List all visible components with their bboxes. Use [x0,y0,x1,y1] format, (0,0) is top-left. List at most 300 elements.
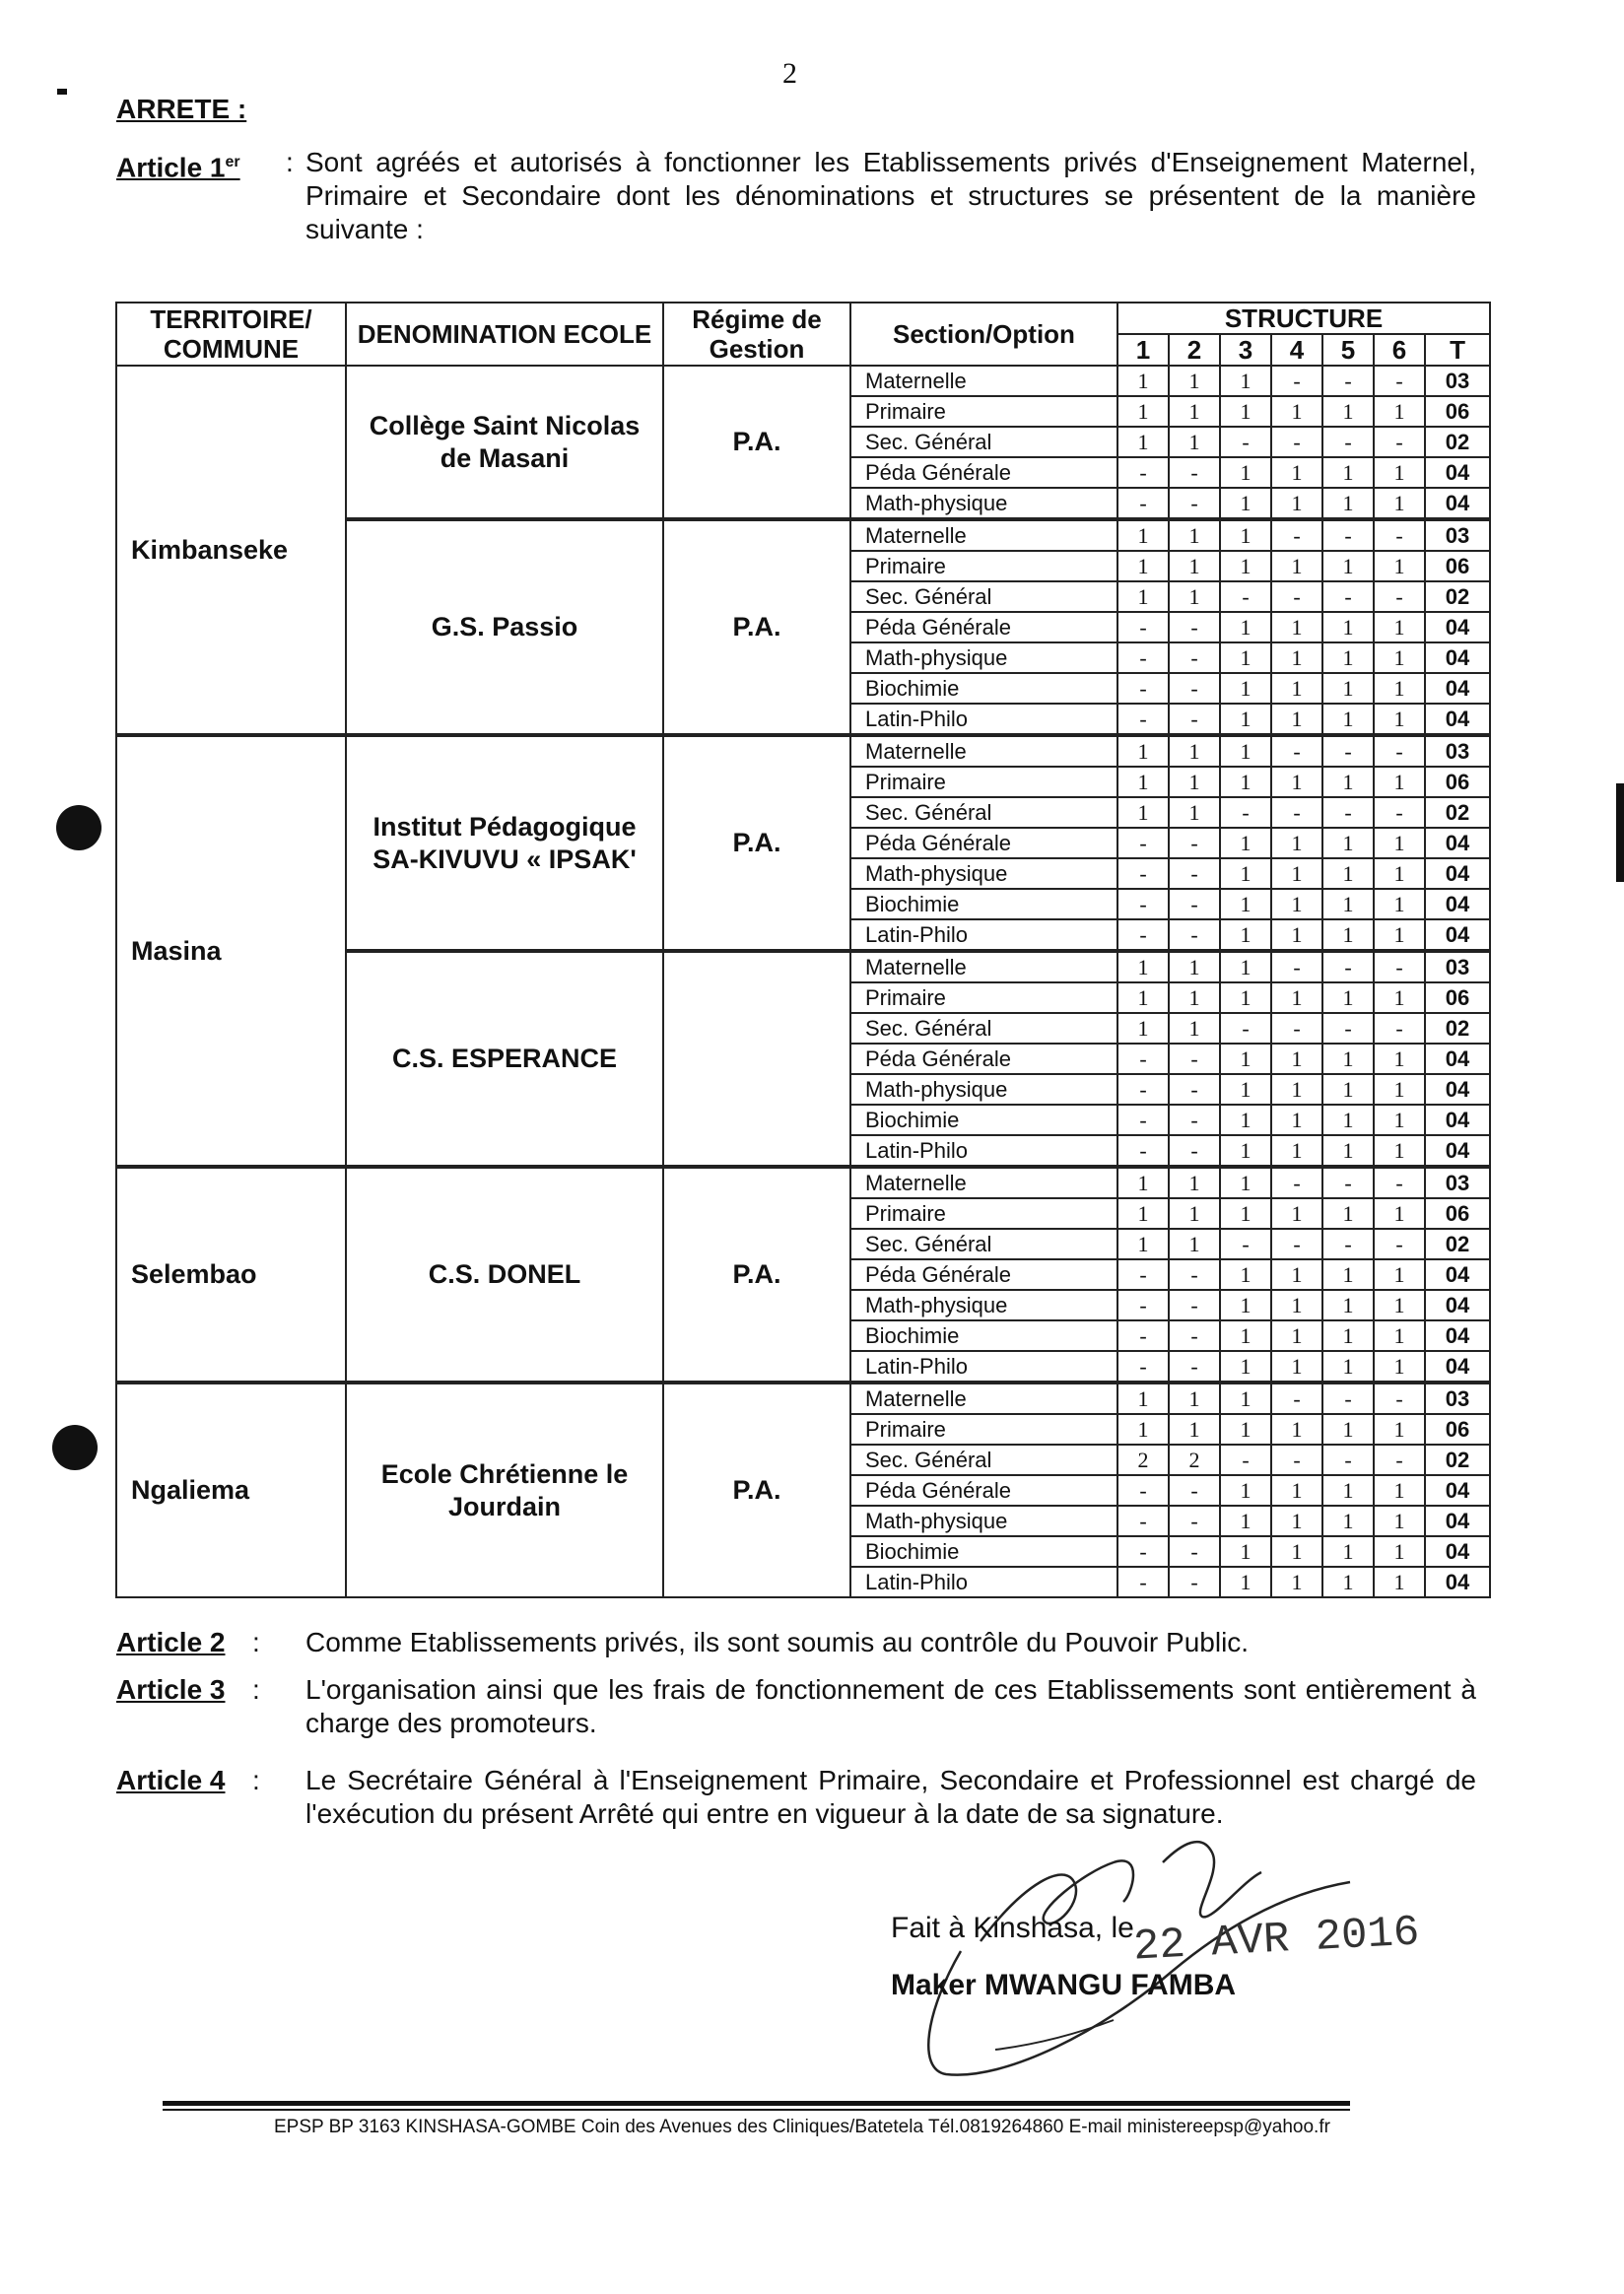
structure-cell: 1 [1271,828,1322,858]
structure-cell: 1 [1271,858,1322,889]
structure-cell: - [1169,1074,1220,1105]
header-col-2: 2 [1169,334,1220,366]
structure-cell: - [1169,642,1220,673]
structure-cell: 1 [1271,1135,1322,1167]
structure-cell: 1 [1374,1105,1425,1135]
structure-cell: 1 [1374,612,1425,642]
structure-cell: 1 [1271,1105,1322,1135]
header-col-1: 1 [1117,334,1169,366]
structure-cell: 1 [1322,1567,1374,1597]
total-cell: 04 [1425,828,1490,858]
structure-cell: 1 [1169,1013,1220,1044]
section-option-cell: Sec. Général [850,797,1117,828]
total-cell: 02 [1425,1013,1490,1044]
structure-cell: 1 [1374,919,1425,951]
structure-cell: - [1271,1229,1322,1259]
section-option-cell: Math-physique [850,488,1117,519]
total-cell: 03 [1425,366,1490,396]
section-option-cell: Latin-Philo [850,1135,1117,1167]
structure-cell: - [1374,951,1425,982]
structure-cell: 1 [1220,1320,1271,1351]
structure-cell: 1 [1271,612,1322,642]
structure-cell: - [1117,488,1169,519]
total-cell: 04 [1425,1074,1490,1105]
structure-cell: 1 [1322,396,1374,427]
structure-cell: 1 [1374,767,1425,797]
structure-cell: 1 [1271,1536,1322,1567]
structure-cell: 1 [1220,889,1271,919]
structure-cell: 1 [1322,1135,1374,1167]
territory-cell: Ngaliema [116,1383,346,1597]
structure-cell: 1 [1374,1259,1425,1290]
structure-cell: 1 [1271,1475,1322,1506]
structure-cell: - [1169,704,1220,735]
territory-cell: Masina [116,735,346,1167]
structure-cell: 1 [1220,366,1271,396]
school-name-cell: Ecole Chrétienne le Jourdain [346,1383,663,1597]
structure-cell: 1 [1374,457,1425,488]
structure-cell: 1 [1169,427,1220,457]
structure-cell: - [1271,581,1322,612]
signature-place: Fait à Kinshasa, le [891,1912,1134,1944]
structure-cell: 1 [1374,1536,1425,1567]
section-option-cell: Math-physique [850,1506,1117,1536]
section-option-cell: Latin-Philo [850,1567,1117,1597]
structure-cell: 1 [1220,551,1271,581]
section-option-cell: Primaire [850,982,1117,1013]
structure-cell: 1 [1374,1320,1425,1351]
structure-cell: 1 [1374,889,1425,919]
section-option-cell: Latin-Philo [850,704,1117,735]
total-cell: 03 [1425,951,1490,982]
structure-cell: - [1271,735,1322,767]
structure-cell: 1 [1322,982,1374,1013]
structure-cell: - [1117,1074,1169,1105]
total-cell: 02 [1425,797,1490,828]
page-number: 2 [782,57,797,90]
section-option-cell: Péda Générale [850,1475,1117,1506]
structure-cell: 1 [1220,642,1271,673]
article-1: Article 1er : Sont agréés et autorisés à fonctionner les Etablissements privés d'Enseignement Maternel, Primaire et Secondaire dont les dénominations et structures se présentent de la manière suivante : [116,147,1476,244]
structure-cell: - [1117,1105,1169,1135]
section-option-cell: Math-physique [850,858,1117,889]
total-cell: 06 [1425,1414,1490,1445]
structure-cell: - [1117,612,1169,642]
total-cell: 04 [1425,673,1490,704]
total-cell: 03 [1425,519,1490,551]
structure-cell: 1 [1374,673,1425,704]
structure-cell: 1 [1117,396,1169,427]
structure-cell: 1 [1271,1259,1322,1290]
structure-cell: 1 [1117,1383,1169,1414]
structure-cell: 1 [1322,919,1374,951]
structure-cell: - [1322,1445,1374,1475]
section-option-cell: Biochimie [850,1105,1117,1135]
article-4-text: Le Secrétaire Général à l'Enseignement Primaire, Secondaire et Professionnel est chargé de l'exécution du présent Arrêté qui entre en vigueur à la date de sa signature. [305,1765,1476,1829]
section-option-cell: Péda Générale [850,612,1117,642]
structure-cell: 1 [1322,1198,1374,1229]
structure-cell: 1 [1322,1475,1374,1506]
structure-cell: - [1220,1445,1271,1475]
structure-cell: 1 [1220,919,1271,951]
structure-cell: 1 [1374,1414,1425,1445]
scan-mark [57,89,67,95]
structure-cell: - [1117,1320,1169,1351]
article-2: Article 2 : Comme Etablissements privés, ils sont soumis au contrôle du Pouvoir Public. [116,1626,1476,1659]
structure-cell: 1 [1117,1167,1169,1198]
decree-heading: ARRETE : [116,94,247,124]
structure-cell: - [1374,1383,1425,1414]
structure-cell: - [1322,1383,1374,1414]
structure-cell: 1 [1220,673,1271,704]
structure-cell: 1 [1374,1074,1425,1105]
section-option-cell: Primaire [850,551,1117,581]
structure-cell: 1 [1117,767,1169,797]
total-cell: 03 [1425,735,1490,767]
structure-cell: 1 [1322,767,1374,797]
school-name-cell: C.S. ESPERANCE [346,951,663,1167]
structure-cell: - [1374,366,1425,396]
structure-cell: - [1322,735,1374,767]
structure-cell: 1 [1220,1135,1271,1167]
total-cell: 06 [1425,767,1490,797]
structure-cell: - [1117,704,1169,735]
total-cell: 02 [1425,1229,1490,1259]
structure-cell: - [1169,1475,1220,1506]
structure-cell: 1 [1271,1351,1322,1383]
structure-cell: - [1169,612,1220,642]
structure-cell: 1 [1374,551,1425,581]
regime-cell: P.A. [663,519,850,735]
table-row [116,1167,1490,1198]
structure-cell: 1 [1322,1506,1374,1536]
structure-cell: 1 [1271,1567,1322,1597]
structure-cell: 1 [1117,551,1169,581]
structure-cell: - [1169,488,1220,519]
structure-cell: 1 [1220,612,1271,642]
structure-cell: 1 [1271,1320,1322,1351]
structure-cell: 1 [1169,982,1220,1013]
structure-cell: 1 [1220,1506,1271,1536]
signatory-name: Maker MWANGU FAMBA [891,1969,1237,2001]
structure-cell: - [1322,427,1374,457]
structure-cell: 1 [1322,1105,1374,1135]
structure-cell: - [1271,1013,1322,1044]
structure-cell: 1 [1271,1290,1322,1320]
total-cell: 04 [1425,1506,1490,1536]
structure-cell: 1 [1374,828,1425,858]
section-option-cell: Biochimie [850,673,1117,704]
structure-cell: 1 [1271,396,1322,427]
section-option-cell: Primaire [850,1198,1117,1229]
structure-cell: 1 [1220,704,1271,735]
structure-cell: 1 [1220,982,1271,1013]
structure-cell: - [1271,1383,1322,1414]
structure-cell: - [1220,1229,1271,1259]
structure-cell: - [1322,1167,1374,1198]
structure-cell: - [1117,1135,1169,1167]
structure-cell: 1 [1220,1198,1271,1229]
structure-cell: 1 [1220,1044,1271,1074]
school-name-cell: Collège Saint Nicolas de Masani [346,366,663,519]
structure-cell: - [1169,673,1220,704]
section-option-cell: Primaire [850,767,1117,797]
total-cell: 06 [1425,982,1490,1013]
structure-cell: 1 [1220,1290,1271,1320]
structure-cell: 1 [1374,1506,1425,1536]
structure-cell: 1 [1220,488,1271,519]
header-structure: STRUCTURE [1117,303,1490,334]
structure-cell: 1 [1374,1290,1425,1320]
structure-cell: - [1271,1445,1322,1475]
structure-cell: - [1117,889,1169,919]
structure-cell: - [1117,858,1169,889]
header-territoire: TERRITOIRE/ COMMUNE [116,303,346,366]
punch-hole-icon [52,1425,98,1470]
structure-cell: 1 [1374,1351,1425,1383]
structure-cell: 1 [1169,1229,1220,1259]
structure-cell: 1 [1322,1290,1374,1320]
section-option-cell: Sec. Général [850,427,1117,457]
structure-cell: 1 [1271,642,1322,673]
territory-cell: Kimbanseke [116,366,346,735]
total-cell: 06 [1425,551,1490,581]
structure-cell: 1 [1220,828,1271,858]
structure-cell: 1 [1374,396,1425,427]
structure-cell: 1 [1169,396,1220,427]
regime-cell: P.A. [663,1167,850,1383]
structure-cell: 1 [1322,673,1374,704]
article-3: Article 3 : L'organisation ainsi que les frais de fonctionnement de ces Etablissements sont entièrement à charge des promoteurs. [116,1674,1476,1738]
total-cell: 04 [1425,1351,1490,1383]
total-cell: 04 [1425,642,1490,673]
section-option-cell: Maternelle [850,1167,1117,1198]
section-option-cell: Péda Générale [850,1259,1117,1290]
structure-cell: 1 [1374,1567,1425,1597]
structure-cell: - [1117,1567,1169,1597]
structure-cell: - [1169,1259,1220,1290]
structure-cell: 1 [1220,1167,1271,1198]
structure-cell: 1 [1117,519,1169,551]
structure-cell: - [1117,1351,1169,1383]
structure-cell: 1 [1374,1135,1425,1167]
footer-rule [163,2101,1350,2106]
structure-cell: 1 [1169,951,1220,982]
structure-cell: 1 [1117,1229,1169,1259]
section-option-cell: Biochimie [850,1536,1117,1567]
section-option-cell: Math-physique [850,1074,1117,1105]
structure-cell: 1 [1117,797,1169,828]
structure-cell: 1 [1322,1536,1374,1567]
structure-cell: 1 [1220,735,1271,767]
structure-cell: - [1169,889,1220,919]
territory-cell: Selembao [116,1167,346,1383]
structure-cell: - [1117,1044,1169,1074]
total-cell: 04 [1425,488,1490,519]
structure-cell: 1 [1271,982,1322,1013]
structure-cell: - [1169,1567,1220,1597]
structure-cell: 1 [1169,797,1220,828]
structure-cell: 1 [1169,1167,1220,1198]
structure-cell: 1 [1220,1105,1271,1135]
structure-cell: - [1374,797,1425,828]
structure-cell: 1 [1220,1475,1271,1506]
total-cell: 04 [1425,889,1490,919]
structure-cell: - [1117,1259,1169,1290]
structure-cell: 1 [1220,1383,1271,1414]
structure-cell: 1 [1271,488,1322,519]
structure-cell: 1 [1220,767,1271,797]
structure-cell: - [1374,1229,1425,1259]
structure-cell: - [1374,427,1425,457]
structure-cell: 1 [1220,1259,1271,1290]
header-col-5: 5 [1322,334,1374,366]
structure-cell: - [1117,1536,1169,1567]
footer-address: EPSP BP 3163 KINSHASA-GOMBE Coin des Avenues des Cliniques/Batetela Tél.0819264860 E-mail ministereepsp@yahoo.fr [274,2117,1330,2137]
article-1-label: Article 1er [116,152,240,183]
structure-cell: 1 [1322,551,1374,581]
structure-cell: 1 [1271,1044,1322,1074]
structure-cell: - [1117,1506,1169,1536]
structure-cell: 1 [1374,1475,1425,1506]
structure-cell: 1 [1271,457,1322,488]
structure-cell: 1 [1271,1414,1322,1445]
scan-edge-mark [1616,783,1624,882]
structure-cell: - [1117,828,1169,858]
total-cell: 06 [1425,396,1490,427]
school-name-cell: C.S. DONEL [346,1167,663,1383]
regime-cell: P.A. [663,735,850,951]
structure-cell: - [1271,1167,1322,1198]
structure-cell: - [1374,1445,1425,1475]
section-option-cell: Maternelle [850,519,1117,551]
structure-cell: 1 [1322,1259,1374,1290]
structure-cell: - [1117,457,1169,488]
section-option-cell: Maternelle [850,366,1117,396]
structure-cell: 1 [1322,1320,1374,1351]
section-option-cell: Sec. Général [850,1229,1117,1259]
structure-cell: - [1169,1044,1220,1074]
table-row [116,1383,1490,1414]
structure-cell: - [1220,581,1271,612]
total-cell: 03 [1425,1383,1490,1414]
article-2-text: Comme Etablissements privés, ils sont soumis au contrôle du Pouvoir Public. [305,1627,1250,1657]
structure-cell: 1 [1271,889,1322,919]
section-option-cell: Péda Générale [850,457,1117,488]
structure-cell: - [1220,797,1271,828]
regime-cell [663,951,850,1167]
header-col-4: 4 [1271,334,1322,366]
structure-cell: 1 [1322,612,1374,642]
structure-cell: 1 [1322,1044,1374,1074]
structure-cell: 1 [1220,519,1271,551]
structure-cell: 1 [1169,767,1220,797]
structure-cell: 1 [1220,457,1271,488]
structure-cell: - [1220,1013,1271,1044]
structure-cell: 1 [1271,1074,1322,1105]
article-4: Article 4 : Le Secrétaire Général à l'Enseignement Primaire, Secondaire et Professionnel est chargé de l'exécution du présent Arrêté qui entre en vigueur à la date de sa signature. [116,1765,1476,1829]
structure-cell: 1 [1220,1414,1271,1445]
structure-cell: - [1117,1290,1169,1320]
section-option-cell: Sec. Général [850,1445,1117,1475]
total-cell: 04 [1425,704,1490,735]
section-option-cell: Maternelle [850,735,1117,767]
structure-cell: 1 [1271,1506,1322,1536]
structure-cell: - [1322,797,1374,828]
structure-cell: - [1374,581,1425,612]
structure-cell: 1 [1322,704,1374,735]
structure-cell: 1 [1374,704,1425,735]
section-option-cell: Sec. Général [850,581,1117,612]
header-regime: Régime de Gestion [663,303,850,366]
structure-cell: 1 [1374,1044,1425,1074]
structure-cell: - [1374,1167,1425,1198]
structure-cell: 1 [1117,427,1169,457]
structure-cell: 1 [1117,982,1169,1013]
structure-cell: - [1271,366,1322,396]
structure-cell: 2 [1117,1445,1169,1475]
total-cell: 04 [1425,1105,1490,1135]
article-1-text: Sont agréés et autorisés à fonctionner les Etablissements privés d'Enseignement Maternel, Primaire et Secondaire dont les dénominations et structures se présentent de la manière suivante : [305,147,1476,244]
header-section: Section/Option [850,303,1117,366]
structure-cell: 1 [1117,1414,1169,1445]
structure-cell: 1 [1271,1198,1322,1229]
structure-cell: 1 [1374,982,1425,1013]
total-cell: 03 [1425,1167,1490,1198]
structure-cell: - [1271,519,1322,551]
structure-cell: 1 [1271,767,1322,797]
section-option-cell: Sec. Général [850,1013,1117,1044]
structure-cell: 1 [1169,1383,1220,1414]
structure-cell: 1 [1169,735,1220,767]
total-cell: 04 [1425,1475,1490,1506]
total-cell: 04 [1425,858,1490,889]
structure-cell: - [1169,858,1220,889]
total-cell: 04 [1425,1567,1490,1597]
structure-cell: 1 [1322,1351,1374,1383]
structure-cell: 1 [1220,1567,1271,1597]
table-row [116,366,1490,396]
section-option-cell: Biochimie [850,889,1117,919]
article-2-label: Article 2 [116,1627,226,1657]
structure-cell: - [1169,1290,1220,1320]
section-option-cell: Math-physique [850,1290,1117,1320]
total-cell: 04 [1425,1044,1490,1074]
structure-cell: - [1169,1351,1220,1383]
total-cell: 04 [1425,1536,1490,1567]
section-option-cell: Latin-Philo [850,919,1117,951]
structure-cell: - [1169,1320,1220,1351]
structure-cell: 1 [1220,1351,1271,1383]
structure-cell: 1 [1220,1074,1271,1105]
header-col-6: 6 [1374,334,1425,366]
structure-cell: 1 [1322,1074,1374,1105]
header-denomination: DENOMINATION ECOLE [346,303,663,366]
article-3-label: Article 3 [116,1674,226,1705]
school-name-cell: Institut Pédagogique SA-KIVUVU « IPSAK' [346,735,663,951]
structure-cell: - [1117,1475,1169,1506]
structure-cell: 1 [1117,1013,1169,1044]
structure-cell: - [1169,1135,1220,1167]
total-cell: 06 [1425,1198,1490,1229]
structure-cell: - [1169,1105,1220,1135]
structure-cell: 1 [1322,889,1374,919]
structure-cell: 1 [1271,551,1322,581]
structure-cell: 1 [1169,1414,1220,1445]
schools-structure-table [115,302,1491,1598]
structure-cell: - [1220,427,1271,457]
structure-cell: 1 [1322,642,1374,673]
